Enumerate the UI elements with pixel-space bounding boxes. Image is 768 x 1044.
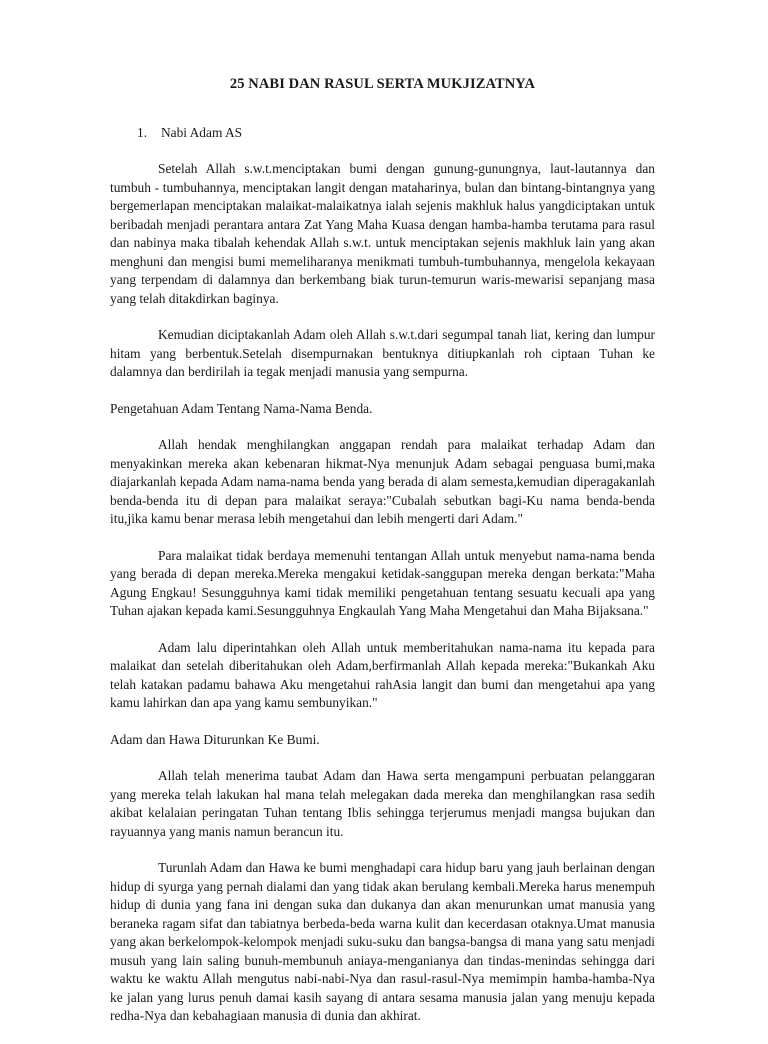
page-title: 25 NABI DAN RASUL SERTA MUKJIZATNYA (229, 76, 536, 92)
list-heading-label: Nabi Adam AS (161, 125, 243, 140)
paragraph-teaching-names: Allah hendak menghilangkan anggapan rendah para malaikat terhadap Adam dan menyakinkan mereka akan kebenaran hikmat-Nya menunjuk Adam sebagai penguasa bumi,maka diajarkanlah kepada Adam nama-nama benda yang berada di alam semesta,kemudian diperagakanlah benda-benda itu di depan para malaikat seraya:"Cubalah sebutkan bagi-Ku nama benda-benda itu,jika kamu benar merasa lebih mengetahui dan lebih mengerti dari Adam." (110, 437, 655, 526)
list-item-heading (110, 124, 655, 142)
paragraph-creation: Setelah Allah s.w.t.menciptakan bumi dengan gunung-gunungnya, laut-lautannya dan tumbuh - tumbuhannya, menciptakan langit dengan mataharinya, bulan dan bintang-bintangnya yang bergemerlapan menciptakan malaikat-malaikatnya ialah sejenis makhluk halus yangdiciptakan untuk beribadah menjadi perantara antara Zat Yang Maha Kuasa dengan hamba-hamba terutama para rasul dan nabinya maka tibalah kehendak Allah s.w.t. untuk menciptakan sejenis makhluk lain yang akan menghuni dan mengisi bumi memeliharanya menikmati tumbuh-tumbuhannya, mengelola kekayaan yang terpendam di dalamnya dan berkembang biak turun-temurun waris-mewarisi sepanjang masa yang telah ditakdirkan baginya. (110, 161, 655, 306)
list-number: 1. (137, 125, 148, 140)
paragraph-adam-created: Kemudian diciptakanlah Adam oleh Allah s.w.t.dari segumpal tanah liat, kering dan lumpur hitam yang berbentuk.Setelah disempurnakan bentuknya ditiupkanlah roh ciptaan Tuhan ke dalamnya dan berdirilah ia tegak menjadi manusia yang sempurna. (110, 327, 655, 379)
paragraph-descent-to-earth: Turunlah Adam dan Hawa ke bumi menghadapi cara hidup baru yang jauh berlainan dengan hidup di syurga yang pernah dialami dan yang tidak akan berulang kembali.Mereka harus menempuh hidup di dunia yang fana ini dengan suka dan dukanya dan akan menurunkan umat manusia yang beraneka ragam sifat dan tabiatnya berbeda-beda warna kulit dan kecerdasan otaknya.Umat manusia yang akan berkelompok-kelompok menjadi suku-suku dan bangsa-bangsa di mana yang satu menjadi musuh yang lain saling bunuh-membunuh aniaya-menganianya dan tindas-menindas sehingga dari waktu ke waktu Allah mengutus nabi-nabi-Nya dan rasul-rasul-Nya memimpin hamba-hamba-Nya ke jalan yang lurus penuh damai kasih sayang di antara sesama manusia jalan yang menuju kepada redha-Nya dan kebahagiaan manusia di dunia dan akhirat. (110, 860, 655, 1023)
paragraph-adam-tells: Adam lalu diperintahkan oleh Allah untuk memberitahukan nama-nama itu kepada para malaikat dan setelah diberitahukan oleh Adam,berfirmanlah Allah kepada mereka:"Bukankah Aku telah katakan padamu bahawa Aku mengetahui rahAsia langit dan bumi dan mengetahui apa yang kamu lahirkan dan apa yang kamu sembunyikan." (110, 639, 655, 710)
paragraph-repentance: Allah telah menerima taubat Adam dan Hawa serta mengampuni perbuatan pelanggaran yang mereka telah lakukan hal mana telah melegakan dada mereka dan menghilangkan rasa sedih akibat kelalaian peringatan Tuhan tentang Iblis sehingga terjerumus menjadi mangsa bujukan dan rayuannya yang manis namun berancun itu. (110, 768, 655, 839)
section-heading-descent: Adam dan Hawa Diturunkan Ke Bumi. (110, 731, 320, 747)
paragraph-angels-reply: Para malaikat tidak berdaya memenuhi tentangan Allah untuk menyebut nama-nama benda yang berada di depan mereka.Mereka mengakui ketidak-sanggupan mereka dengan berkata:"Maha Agung Engkau! Sesungguhnya kami tidak memiliki pengetahuan tentang sesuatu kecuali apa yang Tuhan ajakan kepada kami.Sesungguhnya Engkaulah Yang Maha Mengetahui dan Maha Bijaksana." (110, 547, 655, 618)
section-heading-names: Pengetahuan Adam Tentang Nama-Nama Benda. (110, 400, 373, 416)
document-page (110, 76, 655, 1044)
